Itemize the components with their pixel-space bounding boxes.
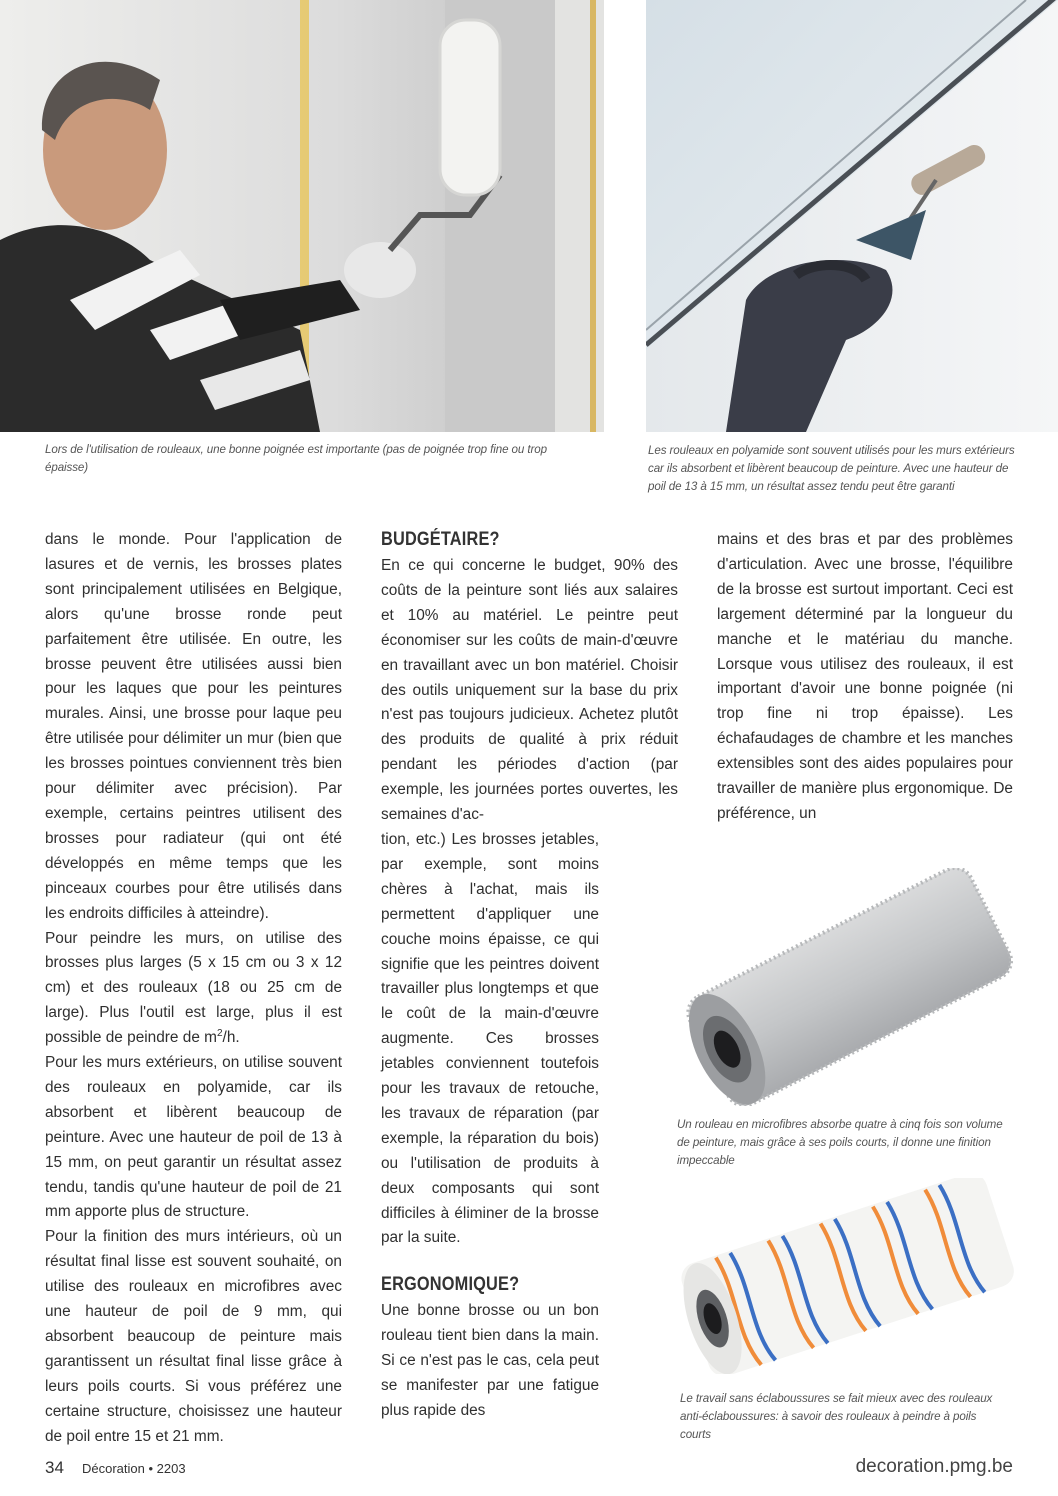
col1-paragraph-3: Pour les murs extérieurs, on utilise souvent des rouleaux en polyamide, car ils absorbent et libèrent beaucoup de peinture. Avec une hauteur de poil de 13 à 15 mm, on peut garantir un résultat assez tendu, tandis qu'une hauteur de poil de 21 mm apporte plus de structure. [45, 1054, 342, 1221]
microfiber-roller-caption: Un rouleau en microfibres absorbe quatre à cinq fois son volume de peinture, mais grâce à ses poils courts, il donne une finition impeccable [677, 1118, 1003, 1167]
column-1 [45, 528, 342, 1450]
photo-painter-with-roller [0, 0, 604, 432]
col2-paragraph-2: Une bonne brosse ou un bon rouleau tient bien dans la main. Si ce n'est pas le cas, cela peut se manifester par une fatigue plus rapide des [381, 1302, 599, 1419]
col1-paragraph-4: Pour la finition des murs intérieurs, où un résultat final lisse est souvent souhaité, on utilise des rouleaux en microfibres avec une hauteur de poil de 9 mm, qui absorbent beaucoup de peinture mais garantissent un résultat final lisse grâce à leurs poils courts. Si vous préférez une certaine structure, choisissez une hauteur de poil entre 15 et 21 mm. [45, 1228, 342, 1445]
page-number: 34 [45, 1458, 64, 1477]
col1-paragraph-1: dans le monde. Pour l'application de lasures et de vernis, les brosses plates sont principalement utilisées en Belgique, alors qu'une brosse ronde peut parfaitement être utilisée. En outre, les brosse peuvent être utilisées aussi bien pour les laques que pour les peintures murales. Ainsi, une brosse pour laque peu être utilisée pour délimiter un mur (bien que les brosses pointues conviennent très bien pour délimiter avec précision). Par exemple, certains peintres utilisent des brosses pour radiateur (qui ont été développés en même temps que les pinceaux courbes pour être utilisés dans les endroits difficiles à atteindre). [45, 531, 342, 922]
website-url[interactable]: decoration.pmg.be [855, 1456, 1013, 1477]
column-3 [717, 528, 1013, 827]
publication-issue: Décoration • 2203 [82, 1461, 186, 1476]
photo-right-caption: Les rouleaux en polyamide sont souvent utilisés pour les murs extérieurs car ils absorbent et libèrent beaucoup de peinture. Avec une hauteur de poil de 13 à 15 mm, un résultat assez tendu peut être garanti [648, 444, 1015, 493]
heading-ergonomique: ERGONOMIQUE? [381, 1274, 520, 1296]
col2-paragraph-1-narrow: tion, etc.) Les brosses jetables, par exemple, sont moins chères à l'achat, mais ils permettent d'appliquer une couche moins épaisse, ce qui signifie que les peintres doivent travailler plus longtemps et que le coût de la main-d'œuvre augmente. Ces brosses jetables conviennent toutefois pour les travaux de retouche, les travaux de réparation (par exemple, la réparation du bois) ou l'utilisation de produits à deux composants qui sont difficiles à éliminer de la brosse par la suite. [381, 830, 599, 1247]
heading-budgetaire: BUDGÉTAIRE? [381, 529, 500, 550]
anti-splash-roller-caption: Le travail sans éclaboussures se fait mieux avec des rouleaux anti-éclaboussures: à savoir des rouleaux à peindre à poils courts [680, 1392, 993, 1441]
anti-splash-roller-image [668, 1178, 1026, 1374]
column-2 [381, 528, 678, 1424]
col3-paragraph-1: mains et des bras et par des problèmes d'articulation. Avec une brosse, l'équilibre de la brosse est surtout important. Ceci est largement déterminé par la longueur du manche et le matériau du manche. Lorsque vous utilisez des rouleaux, il est important d'avoir une bonne poignée (ni trop fine ni trop épaisse). Les échafaudages de chambre et les manches extensibles sont des aides populaires pour travailler de manière plus ergonomique. De préférence, un [717, 531, 1013, 822]
photo-left-caption: Lors de l'utilisation de rouleaux, une bonne poignée est importante (pas de poignée trop fine ou trop épaisse) [45, 443, 547, 474]
photo-polyamide-roller-exterior [646, 0, 1058, 432]
microfiber-roller-image [672, 868, 1022, 1106]
col1-paragraph-2: Pour peindre les murs, on utilise des brosses plus larges (5 x 15 cm ou 3 x 12 cm) et des rouleaux (18 ou 25 cm de large). Plus l'outil est large, plus il est possible de peindre de $m^2/h$. [45, 929, 342, 1047]
col2-paragraph-1-wide: En ce qui concerne le budget, 90% des coûts de la peinture sont liés aux salaires et 10% au matériel. Le peintre peut économiser sur les coûts de main-d'œuvre en travaillant avec un bon matériel. Choisir des outils uniquement sur la base du prix n'est pas toujours judicieux. Achetez plutôt des produits de qualité à prix réduit pendant les périodes d'action (par exemple, les journées portes ouvertes, les semaines d'ac- [381, 557, 678, 824]
